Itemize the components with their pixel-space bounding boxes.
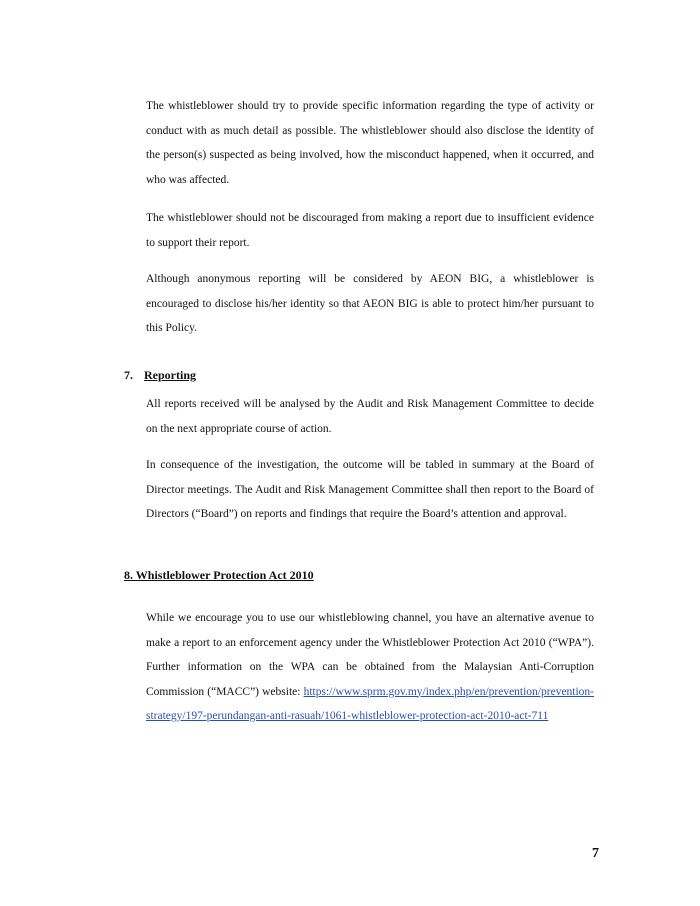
paragraph-anonymous-reporting: Although anonymous reporting will be considered by AEON BIG, a whistleblower is encouraged to disclose his/her identity so that AEON BIG is able to protect him/her pursuant to this Policy.	[146, 273, 594, 334]
paragraph-investigation-outcome: In consequence of the investigation, the outcome will be tabled in summary at the Board of Director meetings. The Audit and Risk Management Committee shall then report to the Board of Directors (“Board”) on reports and findings that require the Board’s attention and approval.	[146, 459, 594, 520]
paragraph-text: While we encourage you to use our whistleblowing channel, you have an alternative avenue to make a report to an enforcement agency under the Whistleblower Protection Act 2010 (“WPA”). Further information on the WPA can be obtained from the Malaysian Anti-Corruption Commission (“MACC”) website:	[146, 612, 594, 698]
section-heading-whistleblower-protection-act	[124, 565, 314, 585]
macc-website-link[interactable]: https://www.sprm.gov.my/index.php/en/prevention/prevention-strategy/197-perundangan-anti-rasuah/1061-whistleblower-protection-act-2010-act-711	[146, 685, 595, 722]
section-title: Reporting	[144, 368, 196, 382]
paragraph-insufficient-evidence: The whistleblower should not be discouraged from making a report due to insufficient evidence to support their report.	[146, 212, 594, 249]
paragraph-alternative-avenue	[146, 606, 594, 729]
paragraph-specific-information: The whistleblower should try to provide specific information regarding the type of activity or conduct with as much detail as possible. The whistleblower should also disclose the identity of the person(s) suspected as being involved, how the misconduct happened, when it occurred, and who was affected.	[146, 100, 594, 186]
section-heading-reporting	[124, 365, 196, 385]
section-number: 7.	[124, 368, 133, 382]
section-title: 8. Whistleblower Protection Act 2010	[124, 568, 314, 582]
paragraph-reports-analysed: All reports received will be analysed by the Audit and Risk Management Committee to decide on the next appropriate course of action.	[146, 398, 594, 435]
page-number: 7	[592, 846, 599, 861]
